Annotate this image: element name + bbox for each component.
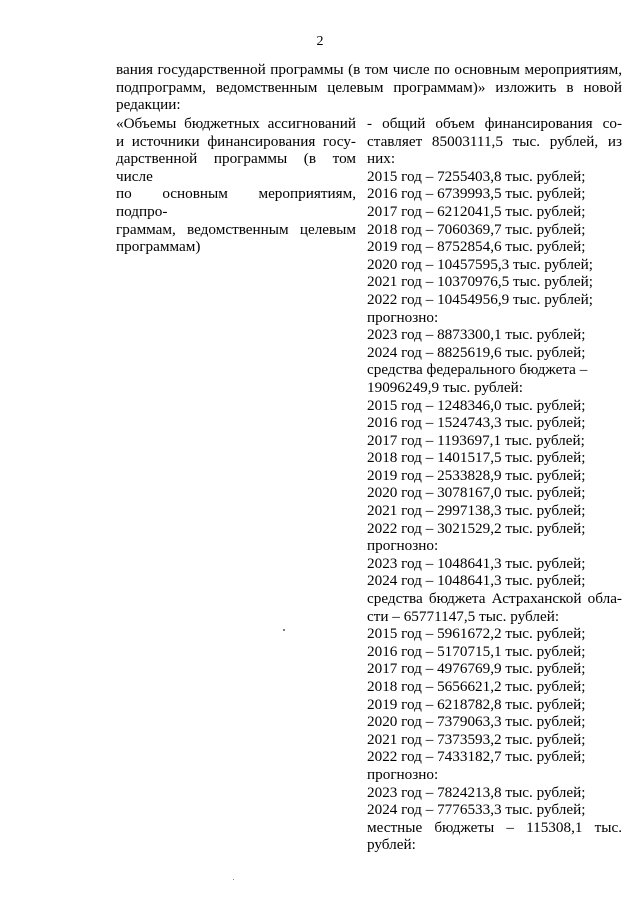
year-amount-line: 2024 год – 1048641,3 тыс. рублей; [367,572,586,590]
year-amount-line: 2021 год – 10370976,5 тыс. рублей; [367,273,594,291]
federal-budget-line: средства федерального бюджета – [367,361,588,379]
year-amount-line: 2022 год – 7433182,7 тыс. рублей; [367,748,586,766]
year-amount-line: 2019 год – 2533828,9 тыс. рублей; [367,466,586,484]
table-left-cell [116,115,356,256]
left-cell-line: «Объемы бюджетных ассигнований [116,115,356,132]
total-funding-line: ставляет 85003111,5 тыс. рублей, из [367,132,622,150]
year-amount-line: 2024 год – 8825619,6 тыс. рублей; [367,343,586,361]
year-amount-line: 2019 год – 8752854,6 тыс. рублей; [367,238,586,256]
regional-budget-line: сти – 65771147,5 тыс. рублей: [367,607,560,625]
intro-line: вания государственной программы (в том числе по основным мероприятиям, [116,61,622,78]
year-amount-line: 2018 год – 5656621,2 тыс. рублей; [367,678,586,695]
forecast-label: прогнозно: [367,765,439,783]
year-amount-line: 2020 год – 7379063,3 тыс. рублей; [367,713,586,731]
local-budget-line: местные бюджеты – 115308,1 тыс. [367,818,622,836]
year-amount-line: 2020 год – 3078167,0 тыс. рублей; [367,484,586,502]
left-cell-line: граммам, ведомственным целевым [116,220,356,238]
year-amount-line: 2017 год – 4976769,9 тыс. рублей; [367,660,586,678]
year-amount-line: 2021 год – 7373593,2 тыс. рублей; [367,730,586,748]
year-amount-line: 2019 год – 6218782,8 тыс. рублей; [367,695,586,713]
table-right-cell [367,115,622,854]
scan-speck [233,879,234,880]
year-amount-line: 2015 год – 7255403,8 тыс. рублей; [367,167,586,185]
year-amount-line: 2024 год – 7776533,3 тыс. рублей; [367,801,586,819]
year-amount-line: 2022 год – 3021529,2 тыс. рублей; [367,519,586,537]
year-amount-line: 2018 год – 1401517,5 тыс. рублей; [367,449,586,467]
left-cell-line: программам) [116,238,201,256]
scan-speck [283,629,285,631]
intro-line: редакции: [116,96,181,114]
intro-paragraph [116,61,622,114]
year-amount-line: 2016 год – 1524743,3 тыс. рублей; [367,414,586,432]
year-amount-line: 2015 год – 5961672,2 тыс. рублей; [367,625,586,643]
year-amount-line: 2016 год – 5170715,1 тыс. рублей; [367,642,586,660]
left-cell-line: дарственной программы (в том числе [116,150,356,185]
federal-budget-line: 19096249,9 тыс. рублей: [367,378,523,396]
left-cell-line: и источники финансирования госу- [116,132,356,150]
year-amount-line: 2023 год – 7824213,8 тыс. рублей; [367,783,586,801]
year-amount-line: 2015 год – 1248346,0 тыс. рублей; [367,396,586,414]
year-amount-line: 2016 год – 6739993,5 тыс. рублей; [367,185,586,203]
year-amount-line: 2017 год – 6212041,5 тыс. рублей; [367,202,586,220]
regional-budget-line: средства бюджета Астраханской обла- [367,590,622,608]
total-funding-line: них: [367,150,396,168]
forecast-label: прогнозно: [367,537,439,555]
local-budget-line: рублей: [367,836,416,854]
page-number: 2 [316,34,324,49]
total-funding-line: - общий объем финансирования со- [367,115,622,132]
forecast-label: прогнозно: [367,308,439,326]
year-amount-line: 2022 год – 10454956,9 тыс. рублей; [367,290,594,308]
year-amount-line: 2021 год – 2997138,3 тыс. рублей; [367,502,586,520]
intro-line: подпрограмм, ведомственным целевым программам)» изложить в новой [116,78,622,96]
year-amount-line: 2023 год – 1048641,3 тыс. рублей; [367,554,586,572]
left-cell-line: по основным мероприятиям, подпро- [116,185,356,220]
year-amount-line: 2018 год – 7060369,7 тыс. рублей; [367,220,586,238]
year-amount-line: 2023 год – 8873300,1 тыс. рублей; [367,326,586,344]
year-amount-line: 2017 год – 1193697,1 тыс. рублей; [367,431,585,449]
year-amount-line: 2020 год – 10457595,3 тыс. рублей; [367,255,594,273]
